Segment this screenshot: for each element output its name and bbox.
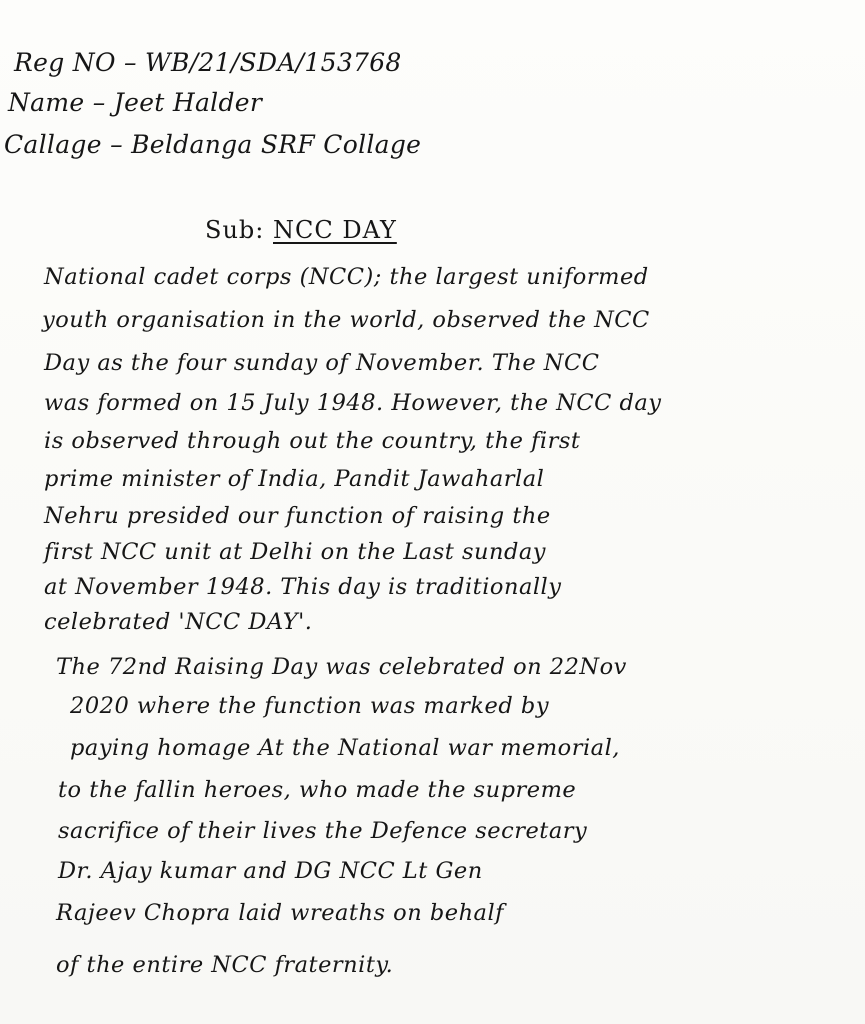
- subject-title: NCC DAY: [273, 216, 397, 244]
- subject-heading: [205, 218, 397, 242]
- p2-line-3: paying homage At the National war memorial,: [70, 735, 620, 761]
- p1-line-5: is observed through out the country, the first: [44, 428, 581, 454]
- p2-line-1: The 72nd Raising Day was celebrated on 22Nov: [56, 654, 627, 680]
- p2-line-6: Dr. Ajay kumar and DG NCC Lt Gen: [58, 858, 483, 884]
- p1-line-3: Day as the four sunday of November. The NCC: [44, 350, 600, 376]
- subject-prefix: Sub:: [205, 216, 265, 244]
- p1-line-9: at November 1948. This day is traditionally: [44, 574, 562, 600]
- name-line: Name – Jeet Halder: [8, 88, 263, 117]
- p1-line-7: Nehru presided our function of raising the: [44, 503, 551, 529]
- p2-line-7: Rajeev Chopra laid wreaths on behalf: [56, 900, 504, 926]
- p1-line-1: National cadet corps (NCC); the largest uniformed: [44, 264, 649, 290]
- p1-line-4: was formed on 15 July 1948. However, the NCC day: [44, 390, 662, 416]
- college-line: Callage – Beldanga SRF Collage: [4, 130, 422, 159]
- p2-line-4: to the fallin heroes, who made the supreme: [58, 777, 577, 803]
- p1-line-10: celebrated 'NCC DAY'.: [44, 609, 313, 635]
- p1-line-6: prime minister of India, Pandit Jawaharlal: [44, 466, 545, 492]
- p2-line-2: 2020 where the function was marked by: [70, 693, 550, 719]
- p1-line-8: first NCC unit at Delhi on the Last sunday: [44, 539, 547, 565]
- p2-line-5: sacrifice of their lives the Defence secretary: [58, 818, 588, 844]
- p1-line-2: youth organisation in the world, observed the NCC: [42, 307, 650, 333]
- reg-no-line: Reg NO – WB/21/SDA/153768: [14, 48, 402, 77]
- p2-line-8: of the entire NCC fraternity.: [56, 952, 394, 978]
